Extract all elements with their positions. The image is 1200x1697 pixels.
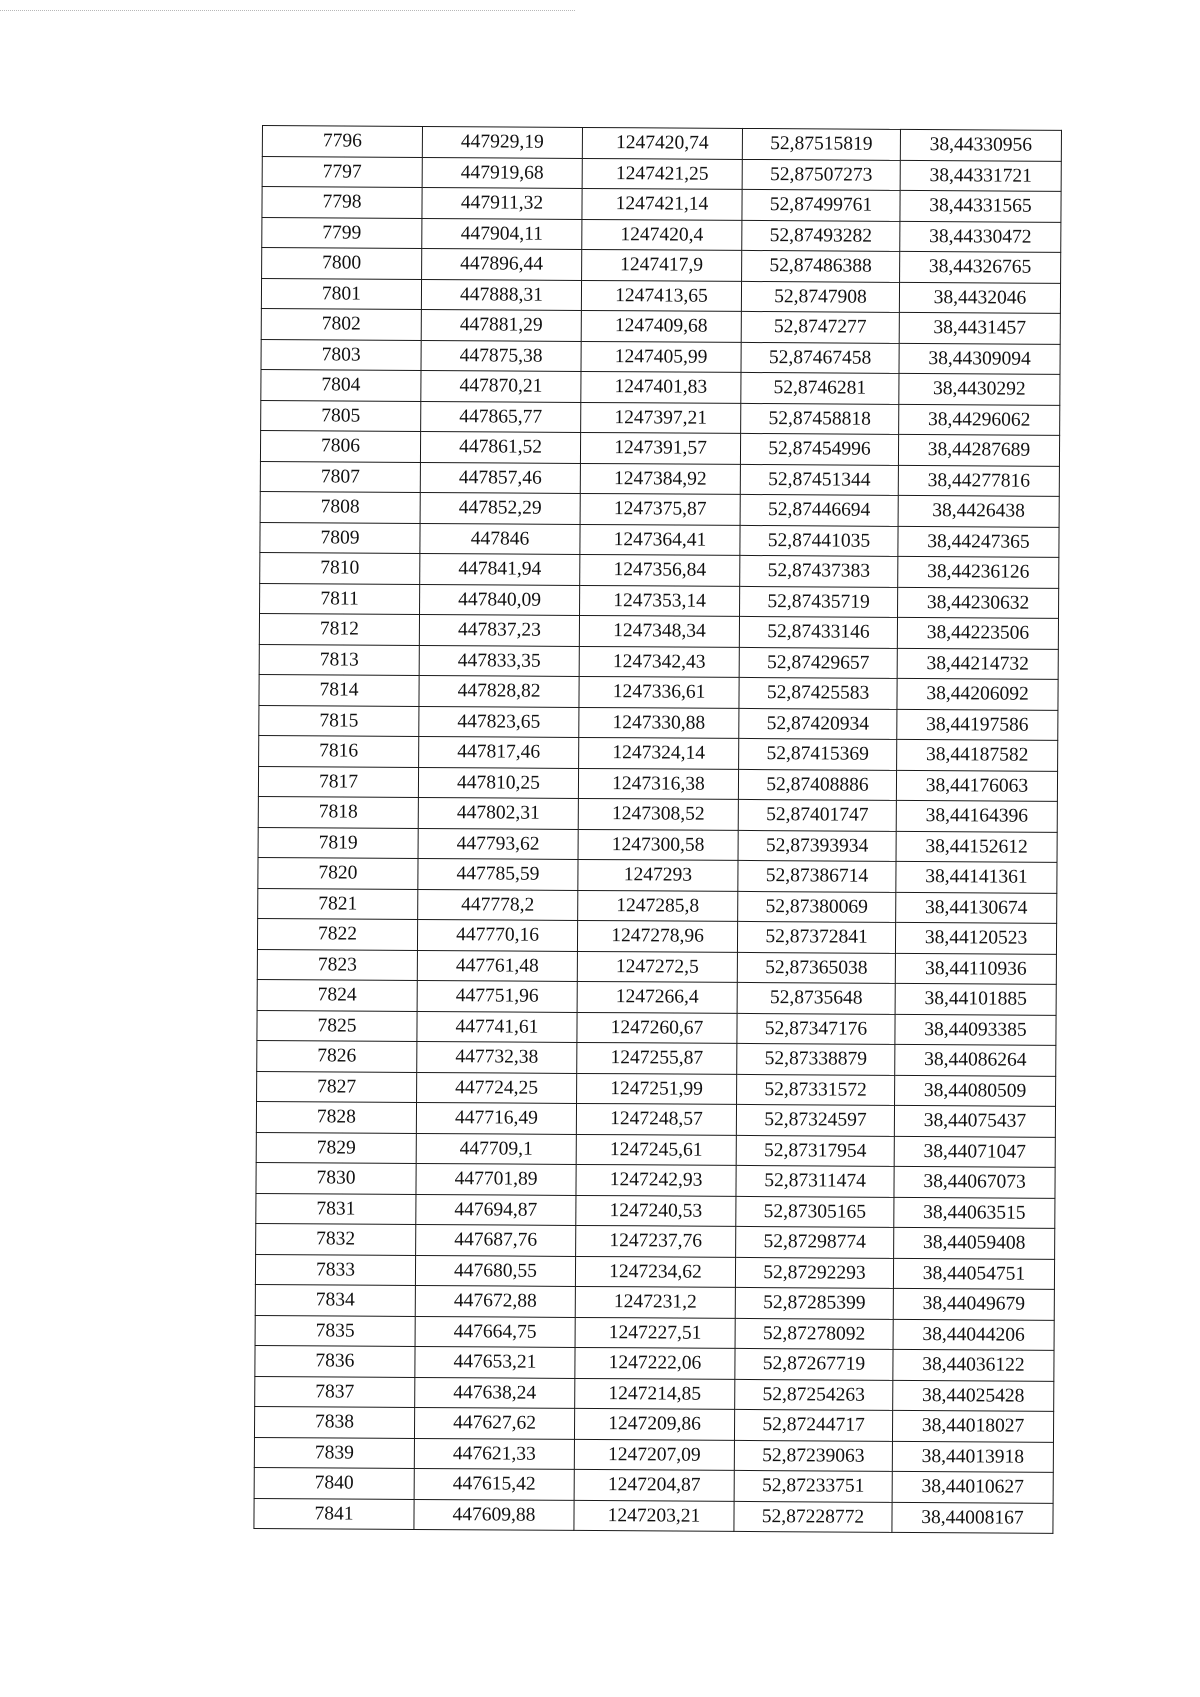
table-row — [258, 766, 1057, 801]
longitude-cell: 38,44049679 — [893, 1288, 1054, 1319]
latitude-cell: 52,87437383 — [740, 555, 898, 586]
table-row — [259, 735, 1058, 770]
latitude-cell: 52,8747908 — [741, 281, 899, 312]
x-coordinate-cell: 447828,82 — [419, 675, 579, 706]
table-row — [260, 552, 1059, 587]
x-coordinate-cell: 447865,77 — [421, 401, 581, 432]
table-row — [258, 857, 1057, 892]
point-number-cell: 7803 — [261, 339, 421, 370]
y-coordinate-cell: 1247330,88 — [579, 707, 739, 738]
x-coordinate-cell: 447817,46 — [419, 736, 579, 767]
y-coordinate-cell: 1247409,68 — [581, 310, 741, 341]
x-coordinate-cell: 447833,35 — [419, 645, 579, 676]
longitude-cell: 38,44063515 — [894, 1197, 1055, 1228]
table-row — [262, 156, 1061, 191]
longitude-cell: 38,44247365 — [898, 526, 1059, 557]
y-coordinate-cell: 1247420,4 — [582, 219, 742, 250]
x-coordinate-cell: 447857,46 — [420, 462, 580, 493]
table-row — [255, 1315, 1054, 1350]
table-row — [257, 918, 1056, 953]
point-number-cell: 7839 — [254, 1437, 414, 1468]
latitude-cell: 52,87244717 — [734, 1409, 892, 1440]
longitude-cell: 38,44187582 — [897, 739, 1058, 770]
point-number-cell: 7836 — [255, 1345, 415, 1376]
y-coordinate-cell: 1247293 — [578, 859, 738, 890]
table-row — [257, 1010, 1056, 1045]
x-coordinate-cell: 447875,38 — [421, 340, 581, 371]
latitude-cell: 52,87499761 — [742, 189, 900, 220]
latitude-cell: 52,87515819 — [742, 128, 900, 159]
longitude-cell: 38,44086264 — [895, 1044, 1056, 1075]
longitude-cell: 38,44044206 — [893, 1319, 1054, 1350]
x-coordinate-cell: 447638,24 — [415, 1377, 575, 1408]
latitude-cell: 52,87401747 — [738, 799, 896, 830]
longitude-cell: 38,44331721 — [900, 160, 1061, 191]
point-number-cell: 7810 — [260, 552, 420, 583]
latitude-cell: 52,87393934 — [738, 830, 896, 861]
table-row — [254, 1437, 1053, 1472]
y-coordinate-cell: 1247421,25 — [582, 158, 742, 189]
x-coordinate-cell: 447627,62 — [414, 1407, 574, 1438]
longitude-cell: 38,44176063 — [896, 770, 1057, 801]
table-row — [255, 1376, 1054, 1411]
point-number-cell: 7812 — [259, 613, 419, 644]
longitude-cell: 38,44067073 — [894, 1166, 1055, 1197]
point-number-cell: 7808 — [260, 491, 420, 522]
latitude-cell: 52,8746281 — [741, 372, 899, 403]
longitude-cell: 38,4430292 — [899, 373, 1060, 404]
x-coordinate-cell: 447837,23 — [419, 614, 579, 645]
latitude-cell: 52,87441035 — [740, 525, 898, 556]
latitude-cell: 52,87365038 — [737, 952, 895, 983]
point-number-cell: 7807 — [260, 461, 420, 492]
y-coordinate-cell: 1247342,43 — [579, 646, 739, 677]
latitude-cell: 52,87380069 — [738, 891, 896, 922]
latitude-cell: 52,87386714 — [738, 860, 896, 891]
point-number-cell: 7832 — [256, 1223, 416, 1254]
x-coordinate-cell: 447870,21 — [421, 370, 581, 401]
x-coordinate-cell: 447810,25 — [418, 767, 578, 798]
longitude-cell: 38,44059408 — [894, 1227, 1055, 1258]
point-number-cell: 7835 — [255, 1315, 415, 1346]
point-number-cell: 7837 — [255, 1376, 415, 1407]
table-row — [257, 1040, 1056, 1075]
latitude-cell: 52,87435719 — [740, 586, 898, 617]
longitude-cell: 38,44152612 — [896, 831, 1057, 862]
point-number-cell: 7840 — [254, 1467, 414, 1498]
x-coordinate-cell: 447716,49 — [416, 1102, 576, 1133]
longitude-cell: 38,44071047 — [894, 1136, 1055, 1167]
x-coordinate-cell: 447741,61 — [417, 1011, 577, 1042]
x-coordinate-cell: 447672,88 — [415, 1285, 575, 1316]
y-coordinate-cell: 1247348,34 — [579, 615, 739, 646]
y-coordinate-cell: 1247234,62 — [575, 1256, 735, 1287]
latitude-cell: 52,87292293 — [735, 1257, 893, 1288]
table-row — [261, 278, 1060, 313]
latitude-cell: 52,87298774 — [736, 1226, 894, 1257]
point-number-cell: 7831 — [256, 1193, 416, 1224]
longitude-cell: 38,44093385 — [895, 1014, 1056, 1045]
longitude-cell: 38,44287689 — [898, 434, 1059, 465]
latitude-cell: 52,87454996 — [740, 433, 898, 464]
x-coordinate-cell: 447919,68 — [422, 157, 582, 188]
x-coordinate-cell: 447701,89 — [416, 1163, 576, 1194]
longitude-cell: 38,44164396 — [896, 800, 1057, 831]
x-coordinate-cell: 447680,55 — [415, 1255, 575, 1286]
coordinates-table-body — [254, 126, 1062, 1534]
latitude-cell: 52,87451344 — [740, 464, 898, 495]
scan-edge-mark — [0, 10, 575, 11]
latitude-cell: 52,87347176 — [737, 1013, 895, 1044]
table-row — [259, 674, 1058, 709]
point-number-cell: 7805 — [261, 400, 421, 431]
longitude-cell: 38,44236126 — [898, 556, 1059, 587]
longitude-cell: 38,44330472 — [900, 221, 1061, 252]
x-coordinate-cell: 447751,96 — [417, 980, 577, 1011]
table-row — [254, 1467, 1053, 1502]
table-row — [260, 522, 1059, 557]
longitude-cell: 38,44080509 — [895, 1075, 1056, 1106]
point-number-cell: 7829 — [256, 1132, 416, 1163]
latitude-cell: 52,87324597 — [736, 1104, 894, 1135]
longitude-cell: 38,44296062 — [899, 404, 1060, 435]
table-row — [258, 888, 1057, 923]
y-coordinate-cell: 1247214,85 — [575, 1378, 735, 1409]
y-coordinate-cell: 1247231,2 — [575, 1286, 735, 1317]
y-coordinate-cell: 1247353,14 — [580, 585, 740, 616]
y-coordinate-cell: 1247405,99 — [581, 341, 741, 372]
point-number-cell: 7820 — [258, 857, 418, 888]
y-coordinate-cell: 1247324,14 — [579, 737, 739, 768]
latitude-cell: 52,87415369 — [739, 738, 897, 769]
latitude-cell: 52,87429657 — [739, 647, 897, 678]
longitude-cell: 38,44230632 — [898, 587, 1059, 618]
longitude-cell: 38,44036122 — [893, 1349, 1054, 1380]
table-row — [259, 613, 1058, 648]
latitude-cell: 52,87425583 — [739, 677, 897, 708]
y-coordinate-cell: 1247248,57 — [576, 1103, 736, 1134]
coordinates-table — [253, 125, 1062, 1534]
table-row — [256, 1101, 1055, 1136]
longitude-cell: 38,44330956 — [900, 129, 1061, 160]
table-row — [259, 644, 1058, 679]
x-coordinate-cell: 447841,94 — [420, 553, 580, 584]
longitude-cell: 38,44101885 — [895, 983, 1056, 1014]
point-number-cell: 7841 — [254, 1498, 414, 1529]
x-coordinate-cell: 447785,59 — [418, 858, 578, 889]
longitude-cell: 38,44008167 — [892, 1502, 1053, 1533]
y-coordinate-cell: 1247391,57 — [580, 432, 740, 463]
table-row — [256, 1132, 1055, 1167]
latitude-cell: 52,87228772 — [734, 1501, 892, 1532]
table-row — [257, 949, 1056, 984]
x-coordinate-cell: 447664,75 — [415, 1316, 575, 1347]
y-coordinate-cell: 1247260,67 — [577, 1012, 737, 1043]
latitude-cell: 52,87317954 — [736, 1135, 894, 1166]
latitude-cell: 52,87338879 — [737, 1043, 895, 1074]
x-coordinate-cell: 447852,29 — [420, 492, 580, 523]
y-coordinate-cell: 1247251,99 — [577, 1073, 737, 1104]
y-coordinate-cell: 1247308,52 — [578, 798, 738, 829]
point-number-cell: 7818 — [258, 796, 418, 827]
longitude-cell: 38,44018027 — [892, 1410, 1053, 1441]
point-number-cell: 7798 — [262, 187, 422, 218]
latitude-cell: 52,87493282 — [742, 220, 900, 251]
y-coordinate-cell: 1247384,92 — [580, 463, 740, 494]
x-coordinate-cell: 447615,42 — [414, 1468, 574, 1499]
y-coordinate-cell: 1247222,06 — [575, 1347, 735, 1378]
point-number-cell: 7796 — [262, 126, 422, 157]
y-coordinate-cell: 1247300,58 — [578, 829, 738, 860]
table-row — [262, 248, 1061, 283]
table-row — [261, 339, 1060, 374]
y-coordinate-cell: 1247240,53 — [576, 1195, 736, 1226]
point-number-cell: 7809 — [260, 522, 420, 553]
y-coordinate-cell: 1247255,87 — [577, 1042, 737, 1073]
table-row — [261, 369, 1060, 404]
longitude-cell: 38,4432046 — [899, 282, 1060, 313]
longitude-cell: 38,44130674 — [896, 892, 1057, 923]
latitude-cell: 52,87458818 — [741, 403, 899, 434]
table-row — [260, 491, 1059, 526]
y-coordinate-cell: 1247207,09 — [574, 1439, 734, 1470]
longitude-cell: 38,44197586 — [897, 709, 1058, 740]
y-coordinate-cell: 1247209,86 — [574, 1408, 734, 1439]
x-coordinate-cell: 447881,29 — [421, 309, 581, 340]
point-number-cell: 7814 — [259, 674, 419, 705]
point-number-cell: 7813 — [259, 644, 419, 675]
point-number-cell: 7804 — [261, 369, 421, 400]
table-row — [255, 1254, 1054, 1289]
x-coordinate-cell: 447687,76 — [416, 1224, 576, 1255]
point-number-cell: 7823 — [257, 949, 417, 980]
table-row — [260, 461, 1059, 496]
y-coordinate-cell: 1247364,41 — [580, 524, 740, 555]
latitude-cell: 52,8735648 — [737, 982, 895, 1013]
table-row — [260, 583, 1059, 618]
latitude-cell: 52,87233751 — [734, 1470, 892, 1501]
longitude-cell: 38,44206092 — [897, 678, 1058, 709]
point-number-cell: 7822 — [257, 918, 417, 949]
y-coordinate-cell: 1247245,61 — [576, 1134, 736, 1165]
point-number-cell: 7801 — [261, 278, 421, 309]
y-coordinate-cell: 1247285,8 — [578, 890, 738, 921]
latitude-cell: 52,87254263 — [735, 1379, 893, 1410]
point-number-cell: 7800 — [262, 248, 422, 279]
longitude-cell: 38,44141361 — [896, 861, 1057, 892]
latitude-cell: 52,87331572 — [737, 1074, 895, 1105]
latitude-cell: 52,87433146 — [739, 616, 897, 647]
point-number-cell: 7797 — [262, 156, 422, 187]
point-number-cell: 7838 — [254, 1406, 414, 1437]
latitude-cell: 52,87507273 — [742, 159, 900, 190]
point-number-cell: 7825 — [257, 1010, 417, 1041]
latitude-cell: 52,87239063 — [734, 1440, 892, 1471]
x-coordinate-cell: 447621,33 — [414, 1438, 574, 1469]
y-coordinate-cell: 1247272,5 — [577, 951, 737, 982]
latitude-cell: 52,87285399 — [735, 1287, 893, 1318]
point-number-cell: 7826 — [257, 1040, 417, 1071]
x-coordinate-cell: 447896,44 — [422, 248, 582, 279]
y-coordinate-cell: 1247316,38 — [578, 768, 738, 799]
x-coordinate-cell: 447761,48 — [417, 950, 577, 981]
longitude-cell: 38,44010627 — [892, 1471, 1053, 1502]
point-number-cell: 7816 — [259, 735, 419, 766]
longitude-cell: 38,44054751 — [893, 1258, 1054, 1289]
table-row — [254, 1406, 1053, 1441]
longitude-cell: 38,44331565 — [900, 190, 1061, 221]
longitude-cell: 38,44120523 — [895, 922, 1056, 953]
table-row — [255, 1345, 1054, 1380]
point-number-cell: 7799 — [262, 217, 422, 248]
table-row — [258, 827, 1057, 862]
longitude-cell: 38,44223506 — [897, 617, 1058, 648]
point-number-cell: 7824 — [257, 979, 417, 1010]
y-coordinate-cell: 1247375,87 — [580, 493, 740, 524]
table-row — [262, 187, 1061, 222]
table-row — [258, 796, 1057, 831]
x-coordinate-cell: 447778,2 — [418, 889, 578, 920]
latitude-cell: 52,87408886 — [738, 769, 896, 800]
latitude-cell: 52,87420934 — [739, 708, 897, 739]
longitude-cell: 38,44075437 — [894, 1105, 1055, 1136]
table-row — [255, 1284, 1054, 1319]
y-coordinate-cell: 1247397,21 — [581, 402, 741, 433]
y-coordinate-cell: 1247413,65 — [581, 280, 741, 311]
longitude-cell: 38,4426438 — [898, 495, 1059, 526]
y-coordinate-cell: 1247266,4 — [577, 981, 737, 1012]
latitude-cell: 52,87305165 — [736, 1196, 894, 1227]
y-coordinate-cell: 1247203,21 — [574, 1500, 734, 1531]
latitude-cell: 52,87311474 — [736, 1165, 894, 1196]
table-row — [256, 1193, 1055, 1228]
table-row — [262, 217, 1061, 252]
x-coordinate-cell: 447888,31 — [421, 279, 581, 310]
point-number-cell: 7827 — [257, 1071, 417, 1102]
point-number-cell: 7819 — [258, 827, 418, 858]
latitude-cell: 52,87467458 — [741, 342, 899, 373]
x-coordinate-cell: 447770,16 — [417, 919, 577, 950]
longitude-cell: 38,44309094 — [899, 343, 1060, 374]
table-row — [259, 705, 1058, 740]
y-coordinate-cell: 1247227,51 — [575, 1317, 735, 1348]
point-number-cell: 7806 — [260, 430, 420, 461]
x-coordinate-cell: 447802,31 — [418, 797, 578, 828]
table-row — [256, 1223, 1055, 1258]
y-coordinate-cell: 1247278,96 — [577, 920, 737, 951]
longitude-cell: 38,44110936 — [895, 953, 1056, 984]
x-coordinate-cell: 447609,88 — [414, 1499, 574, 1530]
longitude-cell: 38,44013918 — [892, 1441, 1053, 1472]
longitude-cell: 38,44277816 — [898, 465, 1059, 496]
table-row — [261, 400, 1060, 435]
point-number-cell: 7830 — [256, 1162, 416, 1193]
y-coordinate-cell: 1247237,76 — [576, 1225, 736, 1256]
longitude-cell: 38,4431457 — [899, 312, 1060, 343]
x-coordinate-cell: 447823,65 — [419, 706, 579, 737]
x-coordinate-cell: 447911,32 — [422, 187, 582, 218]
table-row — [254, 1498, 1053, 1533]
table-row — [262, 126, 1061, 161]
point-number-cell: 7802 — [261, 308, 421, 339]
x-coordinate-cell: 447724,25 — [417, 1072, 577, 1103]
x-coordinate-cell: 447653,21 — [415, 1346, 575, 1377]
latitude-cell: 52,87446694 — [740, 494, 898, 525]
table-row — [257, 1071, 1056, 1106]
x-coordinate-cell: 447793,62 — [418, 828, 578, 859]
point-number-cell: 7833 — [255, 1254, 415, 1285]
y-coordinate-cell: 1247420,74 — [582, 127, 742, 158]
table-row — [256, 1162, 1055, 1197]
point-number-cell: 7834 — [255, 1284, 415, 1315]
x-coordinate-cell: 447840,09 — [420, 584, 580, 615]
x-coordinate-cell: 447861,52 — [420, 431, 580, 462]
point-number-cell: 7811 — [260, 583, 420, 614]
latitude-cell: 52,87278092 — [735, 1318, 893, 1349]
y-coordinate-cell: 1247204,87 — [574, 1469, 734, 1500]
y-coordinate-cell: 1247242,93 — [576, 1164, 736, 1195]
point-number-cell: 7821 — [258, 888, 418, 919]
y-coordinate-cell: 1247417,9 — [582, 249, 742, 280]
longitude-cell: 38,44025428 — [893, 1380, 1054, 1411]
x-coordinate-cell: 447694,87 — [416, 1194, 576, 1225]
longitude-cell: 38,44214732 — [897, 648, 1058, 679]
table-row — [261, 308, 1060, 343]
longitude-cell: 38,44326765 — [900, 251, 1061, 282]
y-coordinate-cell: 1247421,14 — [582, 188, 742, 219]
latitude-cell: 52,87372841 — [737, 921, 895, 952]
point-number-cell: 7815 — [259, 705, 419, 736]
latitude-cell: 52,8747277 — [741, 311, 899, 342]
x-coordinate-cell: 447732,38 — [417, 1041, 577, 1072]
x-coordinate-cell: 447904,11 — [422, 218, 582, 249]
x-coordinate-cell: 447709,1 — [416, 1133, 576, 1164]
y-coordinate-cell: 1247356,84 — [580, 554, 740, 585]
y-coordinate-cell: 1247401,83 — [581, 371, 741, 402]
table-row — [257, 979, 1056, 1014]
y-coordinate-cell: 1247336,61 — [579, 676, 739, 707]
table-row — [260, 430, 1059, 465]
x-coordinate-cell: 447929,19 — [422, 126, 582, 157]
x-coordinate-cell: 447846 — [420, 523, 580, 554]
point-number-cell: 7828 — [256, 1101, 416, 1132]
latitude-cell: 52,87486388 — [742, 250, 900, 281]
latitude-cell: 52,87267719 — [735, 1348, 893, 1379]
point-number-cell: 7817 — [258, 766, 418, 797]
